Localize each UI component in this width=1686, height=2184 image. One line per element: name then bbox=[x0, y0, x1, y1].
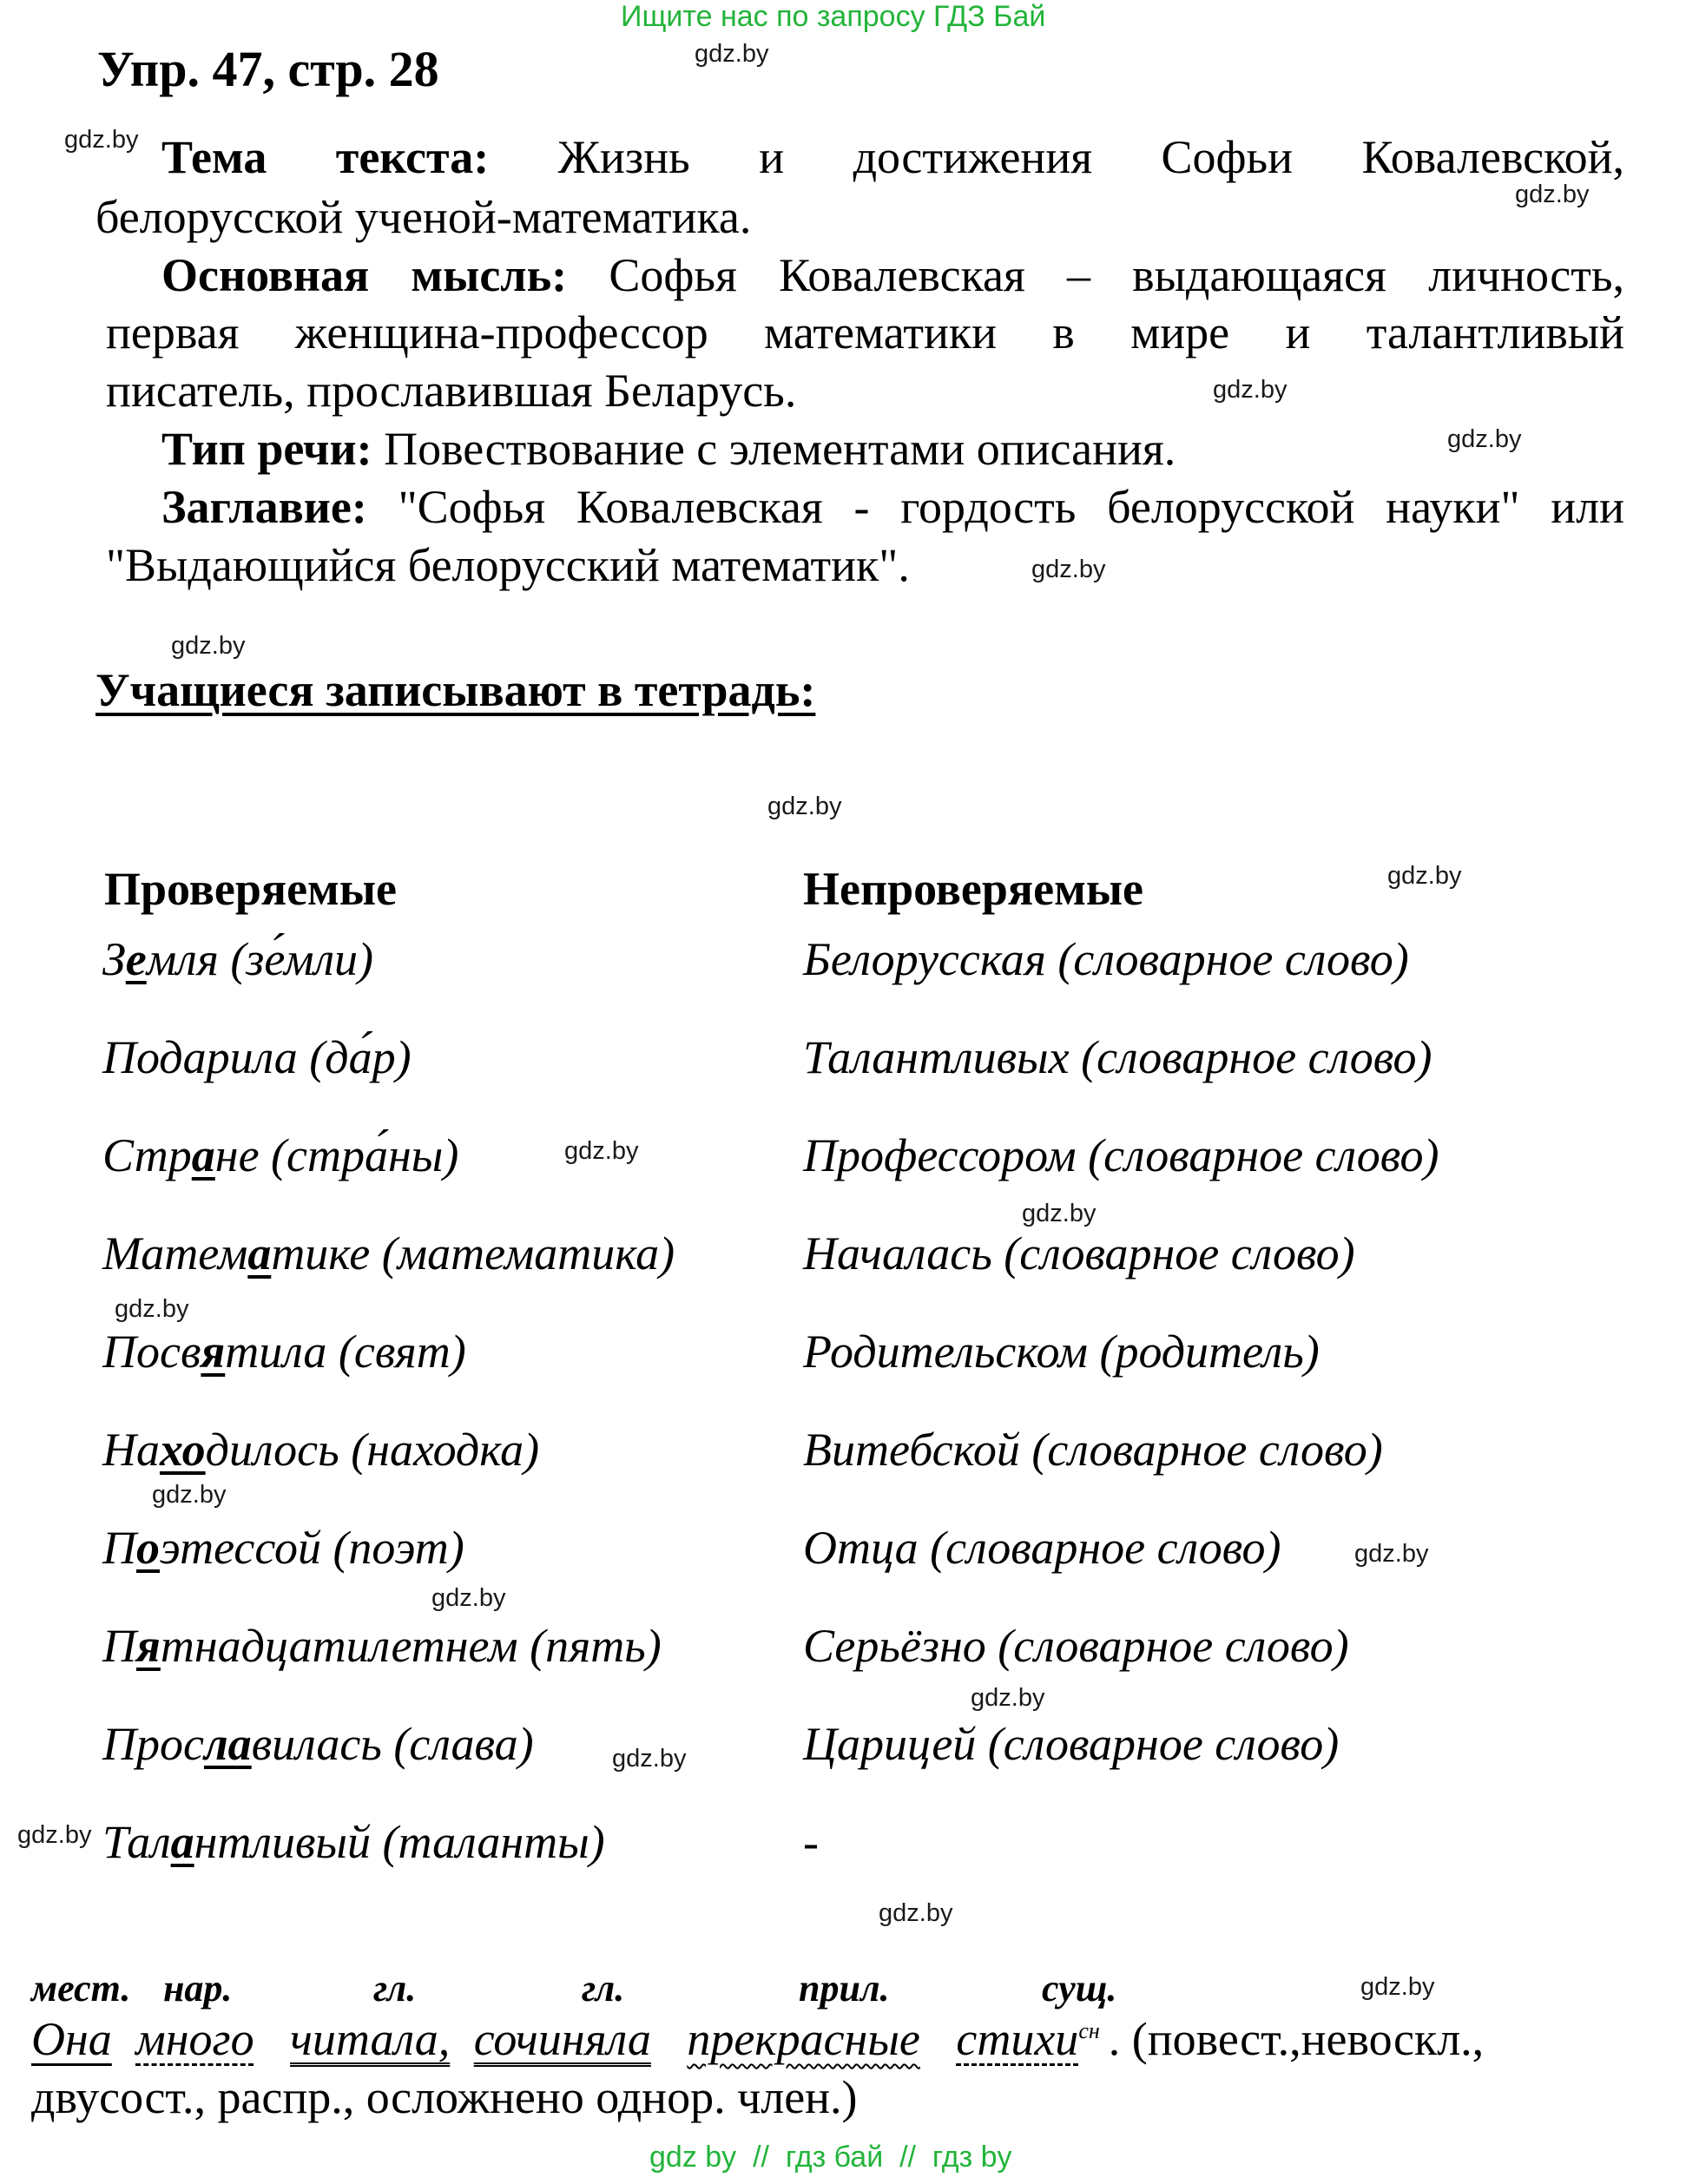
title-line-1 bbox=[161, 478, 1624, 536]
pos-label: гл. bbox=[373, 1967, 417, 2010]
idea-text: Софья Ковалевская – выдающаяся личность, bbox=[609, 249, 1625, 301]
parsed-word-adverb: много bbox=[135, 2013, 254, 2065]
unchecked-word: Талантливых (словарное слово) bbox=[803, 1031, 1432, 1083]
watermark: gdz.by bbox=[1387, 862, 1462, 890]
checked-word: Талантливый (таланты) bbox=[102, 1816, 605, 1868]
unchecked-word: Профессором (словарное слово) bbox=[803, 1129, 1439, 1181]
checked-word: Математике (математика) bbox=[102, 1227, 675, 1279]
title-line-2: "Выдающийся белорусский математик". bbox=[106, 539, 910, 591]
theme-label: Тема текста: bbox=[161, 131, 490, 183]
checked-word: Поэтессой (поэт) bbox=[102, 1522, 464, 1574]
unchecked-word: Витебской (словарное слово) bbox=[803, 1424, 1383, 1476]
pos-label: прил. bbox=[799, 1967, 890, 2010]
parsed-sentence bbox=[31, 2012, 1484, 2066]
watermark: gdz.by bbox=[431, 1584, 506, 1612]
page-title: Упр. 47, стр. 28 bbox=[97, 41, 439, 97]
idea-line-3: писатель, прославившая Беларусь. bbox=[106, 365, 797, 417]
watermark: gdz.by bbox=[1022, 1200, 1097, 1227]
noun-part-superscript: сн bbox=[1078, 2018, 1100, 2043]
theme-line-2: белорусской ученой-математика. bbox=[95, 191, 752, 243]
parsed-word-noun: стихи bbox=[956, 2013, 1079, 2065]
checked-word: Прославилась (слава) bbox=[102, 1718, 534, 1770]
checked-word: Стране (стра́ны) bbox=[102, 1129, 459, 1181]
watermark: gdz.by bbox=[612, 1745, 687, 1773]
unchecked-word: Серьёзно (словарное слово) bbox=[803, 1620, 1349, 1672]
theme-text: Жизнь и достижения Софьи Ковалевской, bbox=[557, 131, 1624, 183]
watermark: gdz.by bbox=[564, 1137, 639, 1165]
watermark: gdz.by bbox=[1515, 181, 1590, 208]
unchecked-column-header: Непроверяемые bbox=[803, 863, 1144, 915]
theme-line-1 bbox=[161, 128, 1624, 187]
checked-word: Находилось (находка) bbox=[102, 1424, 540, 1476]
watermark: gdz.by bbox=[695, 40, 769, 68]
idea-label: Основная мысль: bbox=[161, 249, 568, 301]
watermark: gdz.by bbox=[767, 793, 842, 820]
search-banner: Ищите нас по запросу ГДЗ Бай bbox=[621, 0, 1046, 33]
sentence-description: . (повест.,невоскл., bbox=[1108, 2013, 1485, 2065]
watermark: gdz.by bbox=[1360, 1973, 1435, 2001]
watermark: gdz.by bbox=[1354, 1540, 1429, 1568]
checked-word: Посвятила (свят) bbox=[102, 1326, 466, 1378]
unchecked-word: Белорусская (словарное слово) bbox=[803, 933, 1409, 985]
unchecked-word: Отца (словарное слово) bbox=[803, 1522, 1281, 1574]
parsed-word-verb-1: читала, bbox=[290, 2013, 451, 2065]
checked-word: Пятнадцатилетнем (пять) bbox=[102, 1620, 662, 1672]
pos-label: мест. bbox=[31, 1967, 131, 2010]
watermark: gdz.by bbox=[879, 1899, 953, 1927]
notebook-heading: Учащиеся записывают в тетрадь: bbox=[95, 664, 816, 716]
title-text: "Софья Ковалевская - гордость белорусской науки" или bbox=[398, 481, 1624, 533]
checked-word: Подарила (да́р) bbox=[102, 1031, 412, 1083]
watermark: gdz.by bbox=[171, 632, 246, 660]
footer-links: gdz by // гдз бай // гдз by bbox=[649, 2141, 1012, 2174]
pos-label: нар. bbox=[163, 1967, 233, 2010]
parsed-word-verb-2: сочиняла bbox=[473, 2013, 651, 2065]
watermark: gdz.by bbox=[152, 1481, 227, 1509]
pos-label: сущ. bbox=[1042, 1967, 1117, 2010]
unchecked-word: Родительском (родитель) bbox=[803, 1326, 1320, 1378]
unchecked-word: - bbox=[803, 1816, 819, 1868]
speech-text: Повествование с элементами описания. bbox=[384, 423, 1176, 475]
speech-label: Тип речи: bbox=[161, 423, 372, 475]
parsed-word-adjective: прекрасные bbox=[687, 2013, 920, 2065]
watermark: gdz.by bbox=[17, 1821, 92, 1849]
unchecked-word: Началась (словарное слово) bbox=[803, 1227, 1355, 1279]
watermark: gdz.by bbox=[1213, 376, 1288, 404]
idea-line-1 bbox=[161, 247, 1624, 305]
pos-label: гл. bbox=[582, 1967, 625, 2010]
unchecked-word: Царицей (словарное слово) bbox=[803, 1718, 1340, 1770]
speech-type-line bbox=[161, 420, 1176, 478]
watermark: gdz.by bbox=[1447, 425, 1522, 453]
sentence-description-line-2: двусост., распр., осложнено однор. член.) bbox=[31, 2071, 858, 2123]
watermark: gdz.by bbox=[64, 126, 139, 154]
watermark: gdz.by bbox=[971, 1684, 1045, 1712]
title-label: Заглавие: bbox=[161, 481, 367, 533]
idea-line-2: первая женщина-профессор математики в мире и талантливый bbox=[106, 306, 1624, 359]
checked-word: Земля (зе́мли) bbox=[102, 933, 373, 985]
parsed-word-subject: Она bbox=[31, 2013, 112, 2065]
watermark: gdz.by bbox=[1031, 556, 1106, 583]
checked-column-header: Проверяемые bbox=[104, 863, 397, 915]
watermark: gdz.by bbox=[115, 1295, 189, 1323]
